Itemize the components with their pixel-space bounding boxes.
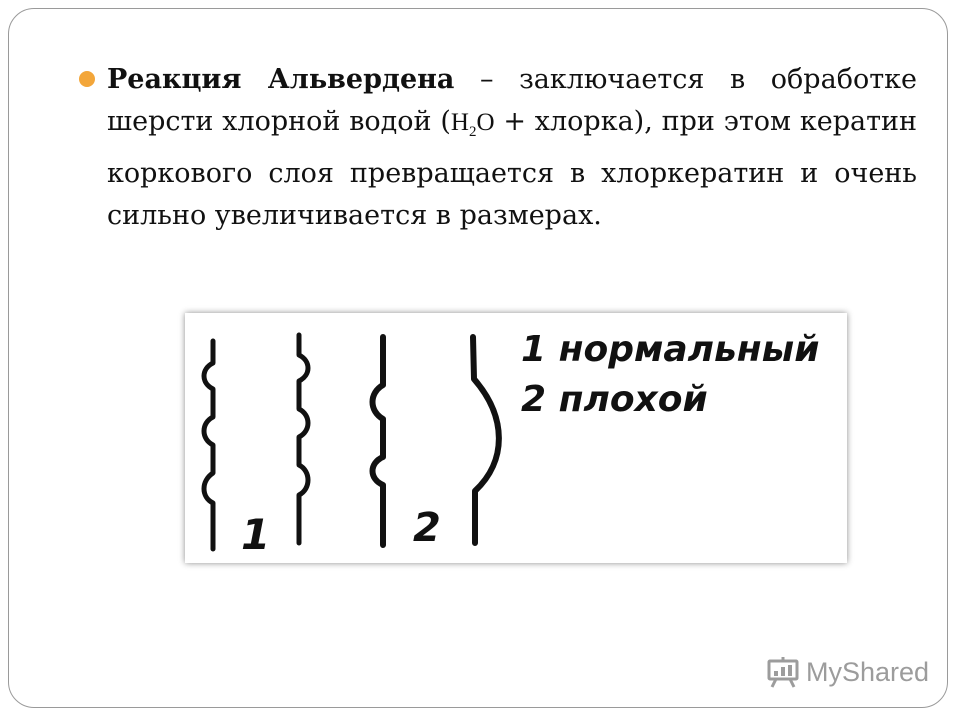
watermark-brand: MyShared — [806, 656, 930, 687]
fiber-group-2-label: 2 — [413, 505, 441, 551]
legend-normal: 1 нормальный — [521, 329, 820, 370]
slide-paragraph — [107, 59, 917, 237]
myshared-watermark — [766, 655, 929, 689]
paragraph-text-1: – заключается в обработке шерсти хлорной водой ( — [107, 64, 917, 137]
water-formula — [450, 109, 495, 140]
fiber-1-drawing — [204, 341, 213, 549]
reaction-title: Реакция Альвердена — [107, 64, 455, 95]
fiber-2-drawing — [299, 335, 308, 543]
paragraph-text-2: + хлорка), при этом кератин коркового слоя превращается в хлоркератин и очень сильно увеличивается в размерах. — [107, 106, 917, 231]
legend-bad: 2 плохой — [521, 379, 708, 420]
fiber-4-drawing — [473, 337, 499, 543]
fiber-diagram — [185, 313, 847, 563]
fiber-diagram-svg — [185, 313, 847, 563]
formula-h: H — [450, 109, 469, 136]
formula-o: O — [476, 109, 495, 136]
formula-subscript: 2 — [468, 124, 477, 140]
fiber-3-drawing — [373, 337, 384, 545]
fiber-group-1-label: 1 — [241, 510, 271, 559]
bullet-icon — [79, 71, 95, 87]
projector-screen-icon — [766, 655, 800, 689]
slide-frame — [8, 8, 948, 708]
